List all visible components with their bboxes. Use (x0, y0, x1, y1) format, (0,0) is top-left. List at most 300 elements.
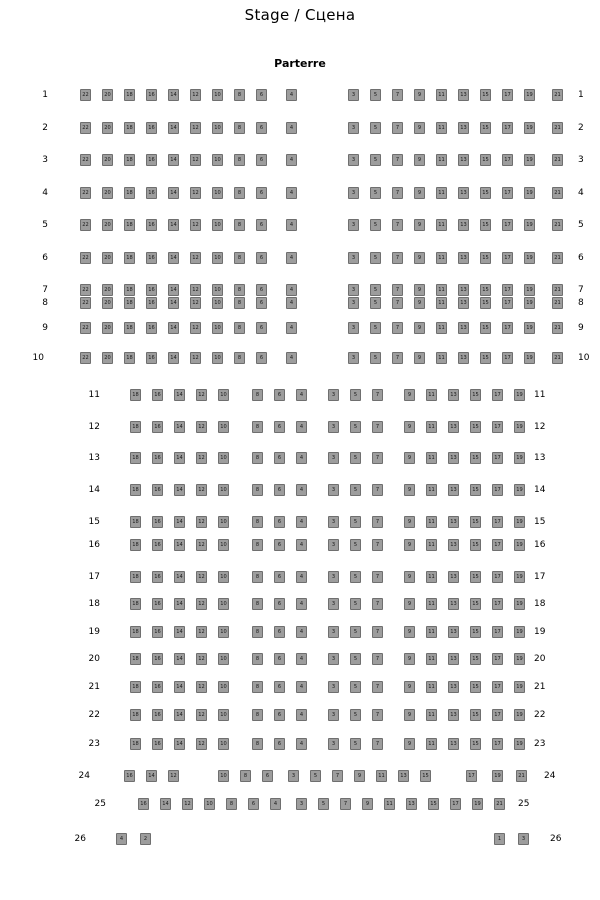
seat[interactable] (328, 598, 339, 610)
seat[interactable] (196, 626, 207, 638)
seat[interactable] (404, 653, 415, 665)
seat[interactable] (174, 738, 185, 750)
seat[interactable] (348, 352, 359, 364)
seat[interactable] (404, 389, 415, 401)
seat[interactable] (470, 709, 481, 721)
seat[interactable] (524, 284, 535, 296)
seat[interactable] (350, 452, 361, 464)
seat[interactable] (348, 154, 359, 166)
seat[interactable] (426, 626, 437, 638)
seat[interactable] (168, 322, 179, 334)
seat[interactable] (514, 516, 525, 528)
seat[interactable] (286, 297, 297, 309)
seat[interactable] (296, 452, 307, 464)
seat[interactable] (252, 389, 263, 401)
seat[interactable] (274, 539, 285, 551)
seat[interactable] (370, 352, 381, 364)
seat[interactable] (160, 798, 171, 810)
seat[interactable] (252, 452, 263, 464)
seat[interactable] (350, 389, 361, 401)
seat[interactable] (296, 681, 307, 693)
seat[interactable] (234, 322, 245, 334)
seat[interactable] (372, 484, 383, 496)
seat[interactable] (392, 187, 403, 199)
seat[interactable] (286, 154, 297, 166)
seat[interactable] (372, 421, 383, 433)
seat[interactable] (190, 219, 201, 231)
seat[interactable] (350, 653, 361, 665)
seat[interactable] (102, 187, 113, 199)
seat[interactable] (370, 284, 381, 296)
seat[interactable] (234, 187, 245, 199)
seat[interactable] (130, 681, 141, 693)
seat[interactable] (168, 122, 179, 134)
seat[interactable] (274, 598, 285, 610)
seat[interactable] (414, 89, 425, 101)
seat[interactable] (196, 452, 207, 464)
seat[interactable] (138, 798, 149, 810)
seat[interactable] (80, 352, 91, 364)
seat[interactable] (146, 352, 157, 364)
seat[interactable] (414, 297, 425, 309)
seat[interactable] (296, 484, 307, 496)
seat[interactable] (286, 122, 297, 134)
seat[interactable] (502, 219, 513, 231)
seat[interactable] (234, 89, 245, 101)
seat[interactable] (492, 598, 503, 610)
seat[interactable] (174, 653, 185, 665)
seat[interactable] (524, 122, 535, 134)
seat[interactable] (196, 516, 207, 528)
seat[interactable] (370, 322, 381, 334)
seat[interactable] (514, 681, 525, 693)
seat[interactable] (524, 252, 535, 264)
seat[interactable] (190, 322, 201, 334)
seat[interactable] (370, 297, 381, 309)
seat[interactable] (174, 598, 185, 610)
seat[interactable] (274, 516, 285, 528)
seat[interactable] (212, 284, 223, 296)
seat[interactable] (480, 187, 491, 199)
seat[interactable] (168, 89, 179, 101)
seat[interactable] (130, 421, 141, 433)
seat[interactable] (514, 571, 525, 583)
seat[interactable] (286, 89, 297, 101)
seat[interactable] (470, 452, 481, 464)
seat[interactable] (392, 322, 403, 334)
seat[interactable] (218, 389, 229, 401)
seat[interactable] (286, 352, 297, 364)
seat[interactable] (448, 539, 459, 551)
seat[interactable] (350, 484, 361, 496)
seat[interactable] (168, 154, 179, 166)
seat[interactable] (212, 322, 223, 334)
seat[interactable] (174, 452, 185, 464)
seat[interactable] (448, 709, 459, 721)
seat[interactable] (502, 297, 513, 309)
seat[interactable] (328, 516, 339, 528)
seat[interactable] (218, 598, 229, 610)
seat[interactable] (414, 284, 425, 296)
seat[interactable] (470, 738, 481, 750)
seat[interactable] (480, 252, 491, 264)
seat[interactable] (212, 187, 223, 199)
seat[interactable] (552, 284, 563, 296)
seat[interactable] (252, 539, 263, 551)
seat[interactable] (256, 322, 267, 334)
seat[interactable] (492, 571, 503, 583)
seat[interactable] (348, 297, 359, 309)
seat[interactable] (480, 322, 491, 334)
seat[interactable] (502, 352, 513, 364)
seat[interactable] (458, 322, 469, 334)
seat[interactable] (480, 297, 491, 309)
seat[interactable] (274, 738, 285, 750)
seat[interactable] (414, 252, 425, 264)
seat[interactable] (470, 653, 481, 665)
seat[interactable] (458, 252, 469, 264)
seat[interactable] (492, 452, 503, 464)
seat[interactable] (392, 252, 403, 264)
seat[interactable] (218, 484, 229, 496)
seat[interactable] (130, 516, 141, 528)
seat[interactable] (470, 681, 481, 693)
seat[interactable] (146, 122, 157, 134)
seat[interactable] (372, 571, 383, 583)
seat[interactable] (218, 452, 229, 464)
seat[interactable] (502, 89, 513, 101)
seat[interactable] (492, 539, 503, 551)
seat[interactable] (436, 89, 447, 101)
seat[interactable] (426, 653, 437, 665)
seat[interactable] (492, 738, 503, 750)
seat[interactable] (480, 219, 491, 231)
seat[interactable] (102, 122, 113, 134)
seat[interactable] (466, 770, 477, 782)
seat[interactable] (190, 352, 201, 364)
seat[interactable] (348, 219, 359, 231)
seat[interactable] (492, 421, 503, 433)
seat[interactable] (174, 539, 185, 551)
seat[interactable] (458, 122, 469, 134)
seat[interactable] (234, 284, 245, 296)
seat[interactable] (480, 352, 491, 364)
seat[interactable] (286, 219, 297, 231)
seat[interactable] (350, 709, 361, 721)
seat[interactable] (286, 252, 297, 264)
seat[interactable] (218, 709, 229, 721)
seat[interactable] (492, 709, 503, 721)
seat[interactable] (392, 89, 403, 101)
seat[interactable] (168, 187, 179, 199)
seat[interactable] (404, 709, 415, 721)
seat[interactable] (426, 539, 437, 551)
seat[interactable] (494, 833, 505, 845)
seat[interactable] (252, 421, 263, 433)
seat[interactable] (252, 484, 263, 496)
seat[interactable] (472, 798, 483, 810)
seat[interactable] (458, 352, 469, 364)
seat[interactable] (146, 770, 157, 782)
seat[interactable] (190, 89, 201, 101)
seat[interactable] (130, 709, 141, 721)
seat[interactable] (124, 187, 135, 199)
seat[interactable] (552, 219, 563, 231)
seat[interactable] (296, 516, 307, 528)
seat[interactable] (218, 681, 229, 693)
seat[interactable] (372, 653, 383, 665)
seat[interactable] (190, 252, 201, 264)
seat[interactable] (514, 598, 525, 610)
seat[interactable] (146, 252, 157, 264)
seat[interactable] (190, 154, 201, 166)
seat[interactable] (448, 653, 459, 665)
seat[interactable] (168, 352, 179, 364)
seat[interactable] (124, 122, 135, 134)
seat[interactable] (370, 89, 381, 101)
seat[interactable] (80, 154, 91, 166)
seat[interactable] (234, 122, 245, 134)
seat[interactable] (436, 154, 447, 166)
seat[interactable] (124, 219, 135, 231)
seat[interactable] (404, 484, 415, 496)
seat[interactable] (458, 219, 469, 231)
seat[interactable] (328, 452, 339, 464)
seat[interactable] (252, 598, 263, 610)
seat[interactable] (252, 571, 263, 583)
seat[interactable] (328, 571, 339, 583)
seat[interactable] (362, 798, 373, 810)
seat[interactable] (124, 352, 135, 364)
seat[interactable] (240, 770, 251, 782)
seat[interactable] (248, 798, 259, 810)
seat[interactable] (436, 219, 447, 231)
seat[interactable] (470, 484, 481, 496)
seat[interactable] (152, 516, 163, 528)
seat[interactable] (414, 322, 425, 334)
seat[interactable] (296, 709, 307, 721)
seat[interactable] (286, 284, 297, 296)
seat[interactable] (514, 389, 525, 401)
seat[interactable] (552, 89, 563, 101)
seat[interactable] (234, 252, 245, 264)
seat[interactable] (514, 653, 525, 665)
seat[interactable] (492, 770, 503, 782)
seat[interactable] (80, 219, 91, 231)
seat[interactable] (234, 297, 245, 309)
seat[interactable] (404, 598, 415, 610)
seat[interactable] (212, 122, 223, 134)
seat[interactable] (174, 516, 185, 528)
seat[interactable] (414, 219, 425, 231)
seat[interactable] (328, 421, 339, 433)
seat[interactable] (152, 539, 163, 551)
seat[interactable] (80, 187, 91, 199)
seat[interactable] (190, 122, 201, 134)
seat[interactable] (404, 626, 415, 638)
seat[interactable] (80, 122, 91, 134)
seat[interactable] (552, 187, 563, 199)
seat[interactable] (340, 798, 351, 810)
seat[interactable] (448, 421, 459, 433)
seat[interactable] (196, 421, 207, 433)
seat[interactable] (372, 626, 383, 638)
seat[interactable] (372, 389, 383, 401)
seat[interactable] (196, 598, 207, 610)
seat[interactable] (514, 709, 525, 721)
seat[interactable] (428, 798, 439, 810)
seat[interactable] (328, 681, 339, 693)
seat[interactable] (404, 681, 415, 693)
seat[interactable] (480, 89, 491, 101)
seat[interactable] (426, 681, 437, 693)
seat[interactable] (286, 187, 297, 199)
seat[interactable] (218, 539, 229, 551)
seat[interactable] (552, 322, 563, 334)
seat[interactable] (458, 154, 469, 166)
seat[interactable] (470, 421, 481, 433)
seat[interactable] (372, 452, 383, 464)
seat[interactable] (350, 738, 361, 750)
seat[interactable] (152, 598, 163, 610)
seat[interactable] (196, 738, 207, 750)
seat[interactable] (124, 322, 135, 334)
seat[interactable] (256, 154, 267, 166)
seat[interactable] (372, 738, 383, 750)
seat[interactable] (354, 770, 365, 782)
seat[interactable] (436, 352, 447, 364)
seat[interactable] (256, 122, 267, 134)
seat[interactable] (196, 653, 207, 665)
seat[interactable] (436, 252, 447, 264)
seat[interactable] (404, 452, 415, 464)
seat[interactable] (252, 516, 263, 528)
seat[interactable] (448, 681, 459, 693)
seat[interactable] (124, 297, 135, 309)
seat[interactable] (426, 516, 437, 528)
seat[interactable] (552, 122, 563, 134)
seat[interactable] (274, 484, 285, 496)
seat[interactable] (392, 284, 403, 296)
seat[interactable] (274, 452, 285, 464)
seat[interactable] (196, 484, 207, 496)
seat[interactable] (296, 598, 307, 610)
seat[interactable] (448, 389, 459, 401)
seat[interactable] (392, 122, 403, 134)
seat[interactable] (256, 284, 267, 296)
seat[interactable] (494, 798, 505, 810)
seat[interactable] (350, 598, 361, 610)
seat[interactable] (218, 738, 229, 750)
seat[interactable] (524, 297, 535, 309)
seat[interactable] (190, 297, 201, 309)
seat[interactable] (370, 122, 381, 134)
seat[interactable] (426, 389, 437, 401)
seat[interactable] (436, 322, 447, 334)
seat[interactable] (212, 219, 223, 231)
seat[interactable] (256, 252, 267, 264)
seat[interactable] (426, 738, 437, 750)
seat[interactable] (404, 738, 415, 750)
seat[interactable] (384, 798, 395, 810)
seat[interactable] (392, 352, 403, 364)
seat[interactable] (218, 653, 229, 665)
seat[interactable] (296, 626, 307, 638)
seat[interactable] (130, 389, 141, 401)
seat[interactable] (492, 626, 503, 638)
seat[interactable] (124, 154, 135, 166)
seat[interactable] (392, 297, 403, 309)
seat[interactable] (152, 571, 163, 583)
seat[interactable] (234, 154, 245, 166)
seat[interactable] (318, 798, 329, 810)
seat[interactable] (448, 598, 459, 610)
seat[interactable] (552, 352, 563, 364)
seat[interactable] (492, 389, 503, 401)
seat[interactable] (372, 516, 383, 528)
seat[interactable] (124, 89, 135, 101)
seat[interactable] (470, 626, 481, 638)
seat[interactable] (274, 681, 285, 693)
seat[interactable] (514, 452, 525, 464)
seat[interactable] (350, 539, 361, 551)
seat[interactable] (130, 452, 141, 464)
seat[interactable] (296, 571, 307, 583)
seat[interactable] (404, 421, 415, 433)
seat[interactable] (458, 89, 469, 101)
seat[interactable] (350, 421, 361, 433)
seat[interactable] (212, 352, 223, 364)
seat[interactable] (372, 598, 383, 610)
seat[interactable] (514, 738, 525, 750)
seat[interactable] (426, 421, 437, 433)
seat[interactable] (328, 539, 339, 551)
seat[interactable] (274, 626, 285, 638)
seat[interactable] (130, 484, 141, 496)
seat[interactable] (226, 798, 237, 810)
seat[interactable] (492, 516, 503, 528)
seat[interactable] (448, 738, 459, 750)
seat[interactable] (234, 352, 245, 364)
seat[interactable] (212, 297, 223, 309)
seat[interactable] (196, 709, 207, 721)
seat[interactable] (80, 284, 91, 296)
seat[interactable] (196, 389, 207, 401)
seat[interactable] (190, 187, 201, 199)
seat[interactable] (426, 598, 437, 610)
seat[interactable] (102, 322, 113, 334)
seat[interactable] (470, 571, 481, 583)
seat[interactable] (256, 297, 267, 309)
seat[interactable] (470, 389, 481, 401)
seat[interactable] (414, 187, 425, 199)
seat[interactable] (448, 626, 459, 638)
seat[interactable] (140, 833, 151, 845)
seat[interactable] (458, 284, 469, 296)
seat[interactable] (252, 653, 263, 665)
seat[interactable] (426, 709, 437, 721)
seat[interactable] (392, 154, 403, 166)
seat[interactable] (252, 709, 263, 721)
seat[interactable] (252, 738, 263, 750)
seat[interactable] (174, 484, 185, 496)
seat[interactable] (174, 421, 185, 433)
seat[interactable] (146, 187, 157, 199)
seat[interactable] (514, 539, 525, 551)
seat[interactable] (492, 653, 503, 665)
seat[interactable] (174, 709, 185, 721)
seat[interactable] (502, 252, 513, 264)
